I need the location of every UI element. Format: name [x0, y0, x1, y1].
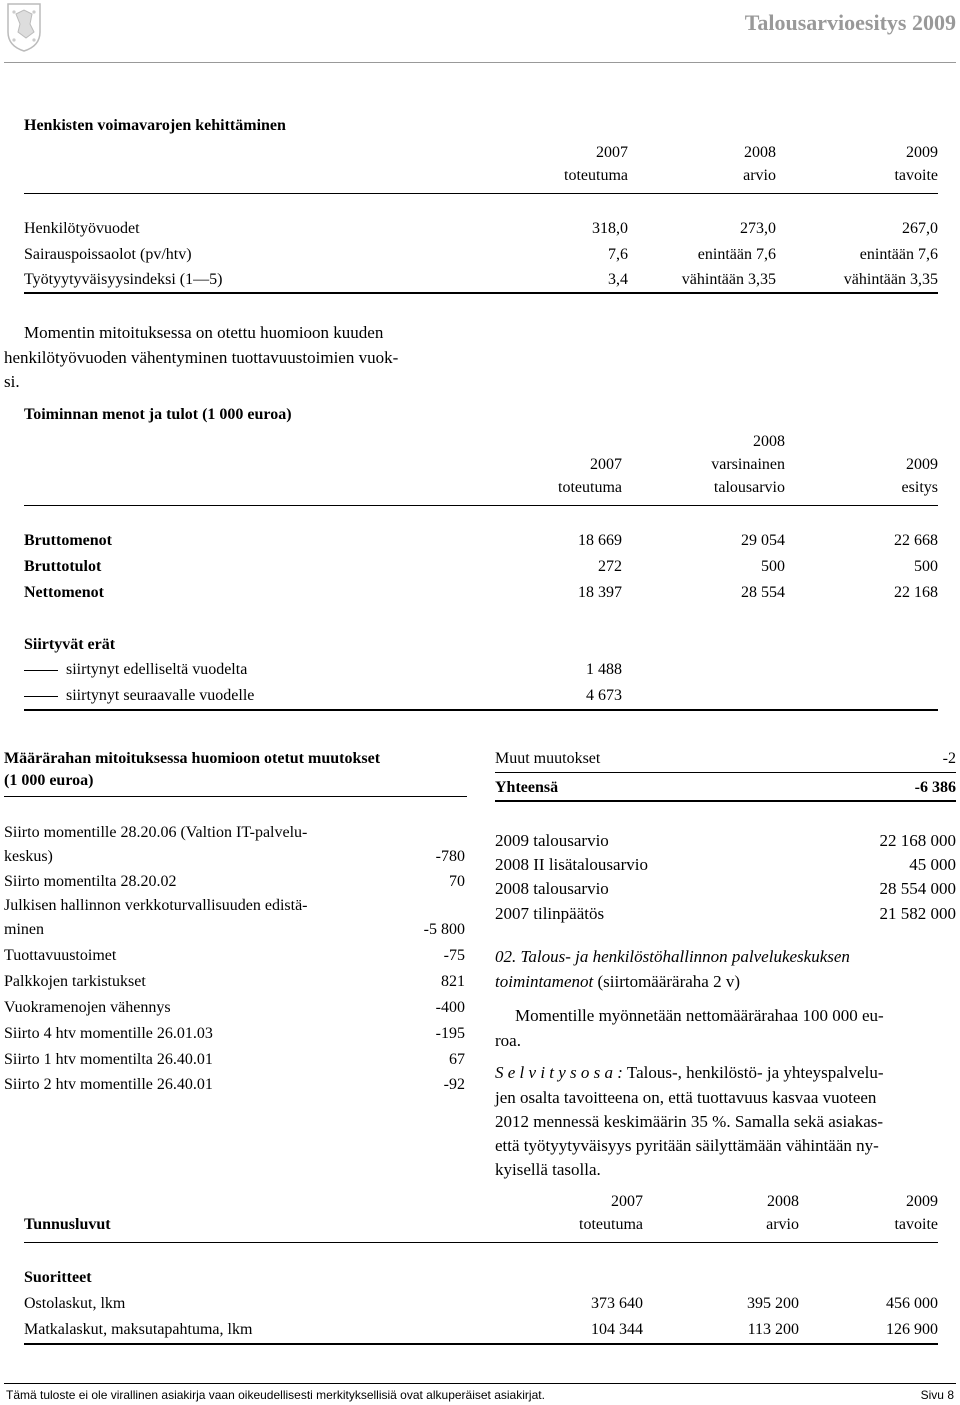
indicators-col-year-2007: 2007	[611, 1193, 643, 1210]
operations-row-value: 28 554	[741, 584, 785, 601]
indicators-header-rule	[24, 1242, 938, 1243]
operations-row-value: 29 054	[741, 532, 785, 549]
changes-other-label: Muut muutokset	[495, 750, 601, 767]
indicators-row-value: 113 200	[747, 1321, 799, 1338]
footer-divider	[4, 1383, 956, 1384]
operations-col2-type2: talousarvio	[713, 479, 785, 496]
personnel-row-value: enintään 7,6	[697, 246, 776, 263]
changes-other-value: -2	[942, 750, 956, 767]
budget-history-value: 28 554 000	[879, 879, 956, 898]
indicators-col-year-2008: 2008	[767, 1193, 799, 1210]
selvitys-paragraph: kyisellä tasolla.	[495, 1160, 601, 1179]
change-item-value: -780	[435, 848, 465, 865]
personnel-bottom-rule	[24, 292, 938, 294]
change-item-label: Siirto momentilta 28.20.02	[4, 873, 177, 890]
indicators-row-value: 395 200	[747, 1295, 799, 1312]
footer-disclaimer: Tämä tuloste ei ole virallinen asiakirja vaan oikeudellisesti merkityksellisiä ovat alkuperäiset asiakirjat.	[6, 1388, 545, 1402]
operations-col2-year: 2008	[753, 433, 785, 450]
change-item-value: 70	[449, 873, 465, 890]
changes-total-rule	[495, 800, 956, 802]
operations-row-value: 22 168	[894, 584, 938, 601]
operations-col3-year: 2009	[906, 456, 938, 473]
indicators-col-type-2009: tavoite	[894, 1216, 938, 1233]
change-item-label: Siirto 2 htv momentille 26.40.01	[4, 1076, 213, 1093]
selvitys-paragraph: jen osalta tavoitteena on, että tuottavuus kasvaa vuoteen	[495, 1088, 877, 1107]
change-item-value: -195	[435, 1025, 465, 1042]
operations-header-rule	[24, 505, 938, 506]
selvitys-line: S e l v i t y s o s a : Talous-, henkilöstö- ja yhteyspalvelu-	[495, 1063, 884, 1082]
budget-history-value: 45 000	[909, 855, 956, 874]
personnel-col-year-2009: 2009	[906, 144, 938, 161]
operations-row-value: 272	[598, 558, 622, 575]
personnel-row-label: Työtyytyväisyysindeksi (1—5)	[24, 271, 223, 288]
change-item-value: -75	[443, 947, 465, 964]
change-item-label: Vuokramenojen vähennys	[4, 999, 171, 1016]
change-item-label: Siirto 1 htv momentilta 26.40.01	[4, 1051, 213, 1068]
indicators-title: Tunnusluvut	[24, 1216, 111, 1233]
indicators-row-value: 104 344	[591, 1321, 643, 1338]
changes-header-rule	[4, 796, 467, 797]
personnel-row-value: enintään 7,6	[859, 246, 938, 263]
moment-paragraph: Momentille myönnetään nettomäärärahaa 100 000 eu-	[515, 1006, 884, 1025]
transfer-row-value: 1 488	[586, 661, 622, 678]
budget-history-value: 21 582 000	[879, 904, 956, 923]
indicators-bottom-rule	[24, 1343, 938, 1345]
operations-col3-type: esitys	[901, 479, 938, 496]
change-item-label: Tuottavuustoimet	[4, 947, 117, 964]
changes-total-value: -6 386	[914, 779, 956, 796]
selvitys-paragraph: että työtyytyväisyys pyritään säilyttämään vähintään ny-	[495, 1136, 879, 1155]
indicators-col-year-2009: 2009	[906, 1193, 938, 1210]
indicators-row-value: 126 900	[886, 1321, 938, 1338]
operations-col2-type: varsinainen	[711, 456, 785, 473]
personnel-title: Henkisten voimavarojen kehittäminen	[24, 117, 286, 134]
change-item-label: Palkkojen tarkistukset	[4, 973, 146, 990]
indicators-row-label: Ostolaskut, lkm	[24, 1295, 126, 1312]
operations-row-value: 500	[761, 558, 785, 575]
header-divider	[4, 62, 956, 63]
personnel-row-label: Henkilötyövuodet	[24, 220, 140, 237]
indicators-row-value: 373 640	[591, 1295, 643, 1312]
personnel-row-value: 273,0	[740, 220, 776, 237]
change-item-label: Julkisen hallinnon verkkoturvallisuuden edistä-	[4, 897, 308, 914]
dash-icon	[24, 670, 58, 671]
change-item-label: minen	[4, 921, 44, 938]
change-item-label: Siirto 4 htv momentille 26.01.03	[4, 1025, 213, 1042]
changes-title: Määrärahan mitoituksessa huomioon otetut muutokset	[4, 750, 381, 767]
personnel-row-value: 318,0	[592, 220, 628, 237]
personnel-col-year-2007: 2007	[596, 144, 628, 161]
footer-page-number: Sivu 8	[920, 1388, 954, 1402]
operations-col1-year: 2007	[590, 456, 622, 473]
transfer-row-label: siirtynyt seuraavalle vuodelle	[24, 688, 254, 704]
change-item-value: -5 800	[423, 921, 465, 938]
personnel-header-rule	[24, 193, 938, 194]
transfer-row-label: siirtynyt edelliseltä vuodelta	[24, 662, 247, 678]
operations-row-label: Bruttomenot	[24, 532, 112, 549]
indicators-section: Suoritteet	[24, 1269, 92, 1286]
budget-history-label: 2007 tilinpäätös	[495, 904, 605, 923]
operations-row-value: 22 668	[894, 532, 938, 549]
personnel-row-value: 3,4	[608, 271, 628, 288]
change-item-label: keskus)	[4, 848, 53, 865]
change-item-label: Siirto momentille 28.20.06 (Valtion IT-palvelu-	[4, 824, 308, 841]
coat-of-arms-logo	[6, 2, 42, 52]
moment-paragraph: roa.	[495, 1031, 521, 1050]
operations-bottom-rule	[24, 709, 938, 711]
changes-title-unit: (1 000 euroa)	[4, 772, 94, 789]
personnel-row-value: 7,6	[608, 246, 628, 263]
dash-icon	[24, 696, 58, 697]
indicators-row-value: 456 000	[886, 1295, 938, 1312]
personnel-row-value: vähintään 3,35	[681, 271, 776, 288]
transfer-row-value: 4 673	[586, 687, 622, 704]
change-item-value: -400	[435, 999, 465, 1016]
note-line: henkilötyövuoden vähentyminen tuottavuustoimien vuok-	[4, 348, 399, 367]
change-item-value: 821	[441, 973, 465, 990]
moment-heading-2: toimintamenot (siirtomääräraha 2 v)	[495, 972, 741, 991]
operations-row-label: Bruttotulot	[24, 558, 102, 575]
operations-row-value: 18 397	[578, 584, 622, 601]
indicators-col-type-2008: arvio	[766, 1216, 799, 1233]
personnel-row-label: Sairauspoissaolot (pv/htv)	[24, 246, 192, 263]
indicators-col-type-2007: toteutuma	[579, 1216, 643, 1233]
change-item-value: 67	[449, 1051, 465, 1068]
operations-row-value: 18 669	[578, 532, 622, 549]
personnel-col-type-2007: toteutuma	[564, 167, 628, 184]
change-item-value: -92	[443, 1076, 465, 1093]
operations-row-label: Nettomenot	[24, 584, 104, 601]
selvitys-label: S e l v i t y s o s a :	[495, 1063, 623, 1082]
personnel-col-year-2008: 2008	[744, 144, 776, 161]
personnel-row-value: 267,0	[902, 220, 938, 237]
operations-row-value: 500	[914, 558, 938, 575]
indicators-row-label: Matkalaskut, maksutapahtuma, lkm	[24, 1321, 253, 1338]
personnel-row-value: vähintään 3,35	[843, 271, 938, 288]
page-header-title: Talousarvioesitys 2009	[744, 10, 956, 35]
changes-total-label: Yhteensä	[495, 779, 559, 796]
budget-history-label: 2008 talousarvio	[495, 879, 609, 898]
changes-other-rule	[495, 772, 956, 773]
selvitys-paragraph: 2012 mennessä keskimäärin 35 %. Samalla sekä asiakas-	[495, 1112, 884, 1131]
budget-history-value: 22 168 000	[879, 831, 956, 850]
personnel-col-type-2008: arvio	[743, 167, 776, 184]
note-line: si.	[4, 372, 20, 391]
operations-title: Toiminnan menot ja tulot (1 000 euroa)	[24, 406, 292, 423]
operations-col1-type: toteutuma	[558, 479, 622, 496]
note-line: Momentin mitoituksessa on otettu huomioon kuuden	[24, 323, 384, 342]
budget-history-label: 2008 II lisätalousarvio	[495, 855, 648, 874]
moment-heading: 02. Talous- ja henkilöstöhallinnon palvelukeskuksen	[495, 947, 850, 966]
transfers-title: Siirtyvät erät	[24, 636, 116, 653]
personnel-col-type-2009: tavoite	[894, 167, 938, 184]
budget-history-label: 2009 talousarvio	[495, 831, 609, 850]
